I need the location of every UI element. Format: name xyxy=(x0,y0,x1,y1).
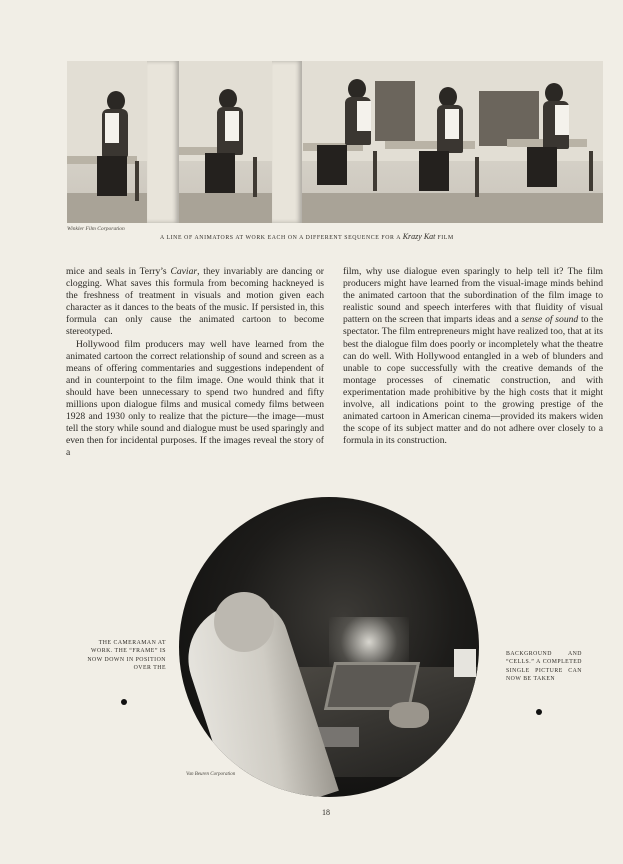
paragraph: film, why use dialogue even sparingly to help tell it? The film producers might have learned from the visual-image minds behind the animated cartoon that the subordination of the film image to realistic sound and speech interferes with that fluidity of visual pattern on the screen that imparts ideas and a sense of sound to the spectator. The film entrepreneurs might have realized too, that at its best the dialogue film does poorly or incompletely what the theatre can do well. With Hollywood entangled in a web of blunders and unable to cope successfully with the creative demands of the montage processes of cinematic construction, and with experimentation made prohibitive by the high costs that it might involve, all indications point to the growing prestige of the animated cartoon in American cinema—provided its makers widen the scope of its subject matter and do not adhere over closely to a formula in its construction. xyxy=(343,266,603,447)
page-number: 18 xyxy=(322,808,330,817)
cameraman-photo xyxy=(179,497,479,797)
caption-right: BACKGROUND AND “CELLS.” A COMPLETED SINGLE PICTURE CAN NOW BE TAKEN xyxy=(506,651,582,682)
photo-caption xyxy=(160,232,580,241)
caption-left: THE CAMERAMAN AT WORK. THE “FRAME” IS NOW DOWN IN POSITION OVER THE xyxy=(87,640,166,671)
caption-title: Krazy Kat xyxy=(402,232,436,241)
paragraph: mice and seals in Terry’s Caviar, they invariably are dancing or clogging. What saves this formula from becoming hackneyed is the freshness of treatment in visuals and motion given each character as it dances to the beats of the music. If persisted in, this formula can only cause the animated cartoon to become stereotyped. xyxy=(66,266,324,338)
text-column-right xyxy=(343,266,603,447)
caption-text: A LINE OF ANIMATORS AT WORK EACH ON A DIFFERENT SEQUENCE FOR A xyxy=(160,235,401,241)
animators-photo xyxy=(67,61,603,223)
text-column-left xyxy=(66,266,324,460)
bullet-dot xyxy=(121,699,127,705)
paragraph: Hollywood film producers may well have learned from the animated cartoon the correct relationship of sound and screen as a means of offering commentaries and suggestions independent of and in counterpoint to the film image. One would think that it should have been unnecessary to spend two hundred and fifty millions upon dialogue films and musical comedy films between 1928 and 1930 only to realize that the picture—the image—must tell the story while sound and dialogue must be used sparingly and even then for incidental purposes. If the images reveal the story of a xyxy=(66,338,324,459)
photo-credit: Winkler Film Corporation xyxy=(67,226,125,232)
bullet-dot xyxy=(536,709,542,715)
caption-tail: FILM xyxy=(437,235,454,241)
photo-credit: Van Beuren Corporation xyxy=(186,772,236,777)
